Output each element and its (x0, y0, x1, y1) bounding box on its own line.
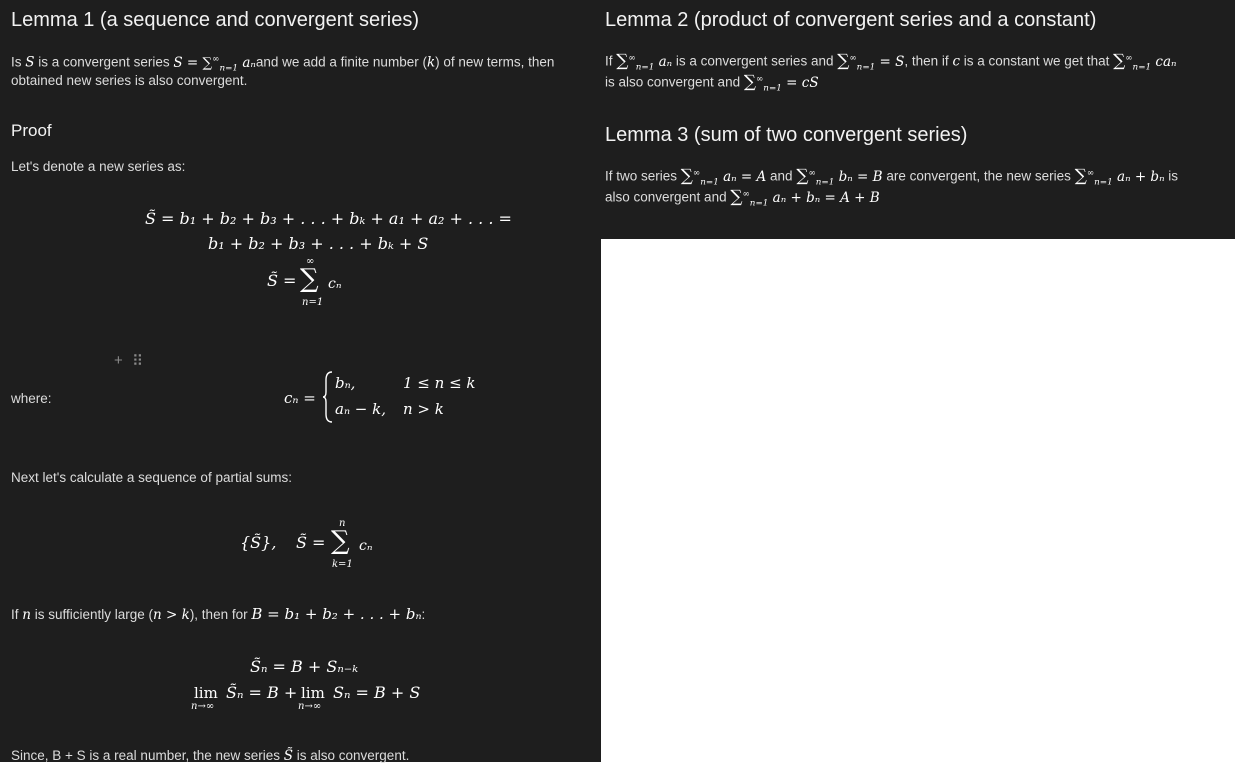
eq2-lower: n=1 (302, 297, 324, 308)
lemma2-title: Lemma 2 (product of convergent series and a constant) (605, 9, 1097, 31)
eq3-lower: k=1 (332, 559, 353, 570)
lemma3-statement-line1: If two series $\sum^\infty_{n=1}$ aₙ = A and $\sum^\infty_{n=1}$ bₙ = B are convergent, the new series $\sum^\infty_{n=1}$ aₙ + bₙ is (605, 165, 1179, 188)
cases-brace (322, 370, 334, 424)
where-label: where: (11, 391, 52, 406)
eq2-upper: ∞ (306, 256, 315, 267)
drag-handle-icon[interactable]: ⠿ (132, 353, 143, 370)
eq3-lhs: S̃ = (296, 533, 326, 552)
case2-expr: aₙ − k, (335, 400, 386, 418)
proof-intro: Let's denote a new series as: (11, 159, 186, 174)
series-def-math: $S = \sum^\infty_{n=1}$ aₙ (173, 54, 256, 74)
lemmas-2-3-panel (601, 0, 1235, 239)
eq4-lim2-sub: n→∞ (298, 701, 322, 712)
eq4-mid: S̃ₙ = B + (226, 683, 298, 702)
lemma2-statement-line2: is also convergent and $\sum^\infty_{n=1}$ = cS (605, 71, 819, 94)
eq3-term: cₙ (359, 538, 373, 554)
lemma3-statement-line2: also convergent and $\sum^\infty_{n=1}$ aₙ + bₙ = A + B (605, 186, 880, 209)
eq2-sigma: ∑ (300, 264, 319, 294)
case1-expr: bₙ, (335, 374, 356, 392)
partial-sums-intro: Next let's calculate a sequence of partial sums: (11, 470, 292, 485)
eq2-lhs: S̃ = (267, 271, 297, 290)
add-block-button[interactable]: + (114, 352, 123, 369)
eq3-upper: n (339, 518, 346, 529)
eq1-line2: b₁ + b₂ + b₃ + . . . + bₖ + S (208, 234, 429, 253)
eq4-end: Sₙ = B + S (333, 683, 421, 702)
lemma2-statement-line1: If $\sum^\infty_{n=1}$ aₙ is a convergent series and $\sum^\infty_{n=1} = S$, then if c is a constant we get that $\sum^\infty_{n=1}$ caₙ (605, 50, 1177, 73)
lemma1-panel (0, 0, 601, 762)
eq3-sigma: ∑ (331, 526, 350, 556)
eq4-line1: S̃ₙ = B + Sₙ₋ₖ (250, 657, 359, 676)
eq2-term: cₙ (328, 276, 342, 292)
eq3-set: {S̃}, (240, 533, 277, 552)
eq4-lim2: lim (301, 684, 325, 702)
lemma1-statement-line2: obtained new series is also convergent. (11, 73, 248, 88)
lemma3-title: Lemma 3 (sum of two convergent series) (605, 124, 968, 146)
case2-cond: n > k (403, 400, 444, 418)
cases-lhs: cₙ = (284, 389, 316, 407)
proof-title: Proof (11, 121, 52, 140)
case1-cond: 1 ≤ n ≤ k (403, 374, 476, 392)
lemma1-statement-line1: Is S is a convergent series $S = \sum^\infty_{n=1}$ aₙand we add a finite number (k) of new terms, then (11, 54, 555, 74)
conclusion: Since, B + S is a real number, the new series S̃ is also convergent. (11, 748, 410, 764)
large-n-statement: If n is sufficiently large (n > k), then for B = b₁ + b₂ + . . . + bₙ: (11, 605, 426, 623)
lemma1-title: Lemma 1 (a sequence and convergent series) (11, 9, 420, 31)
eq1-line1: S̃ = b₁ + b₂ + b₃ + . . . + bₖ + a₁ + a₂ + . . . = (145, 209, 512, 228)
eq4-lim1: lim (194, 684, 218, 702)
eq4-lim1-sub: n→∞ (191, 701, 215, 712)
